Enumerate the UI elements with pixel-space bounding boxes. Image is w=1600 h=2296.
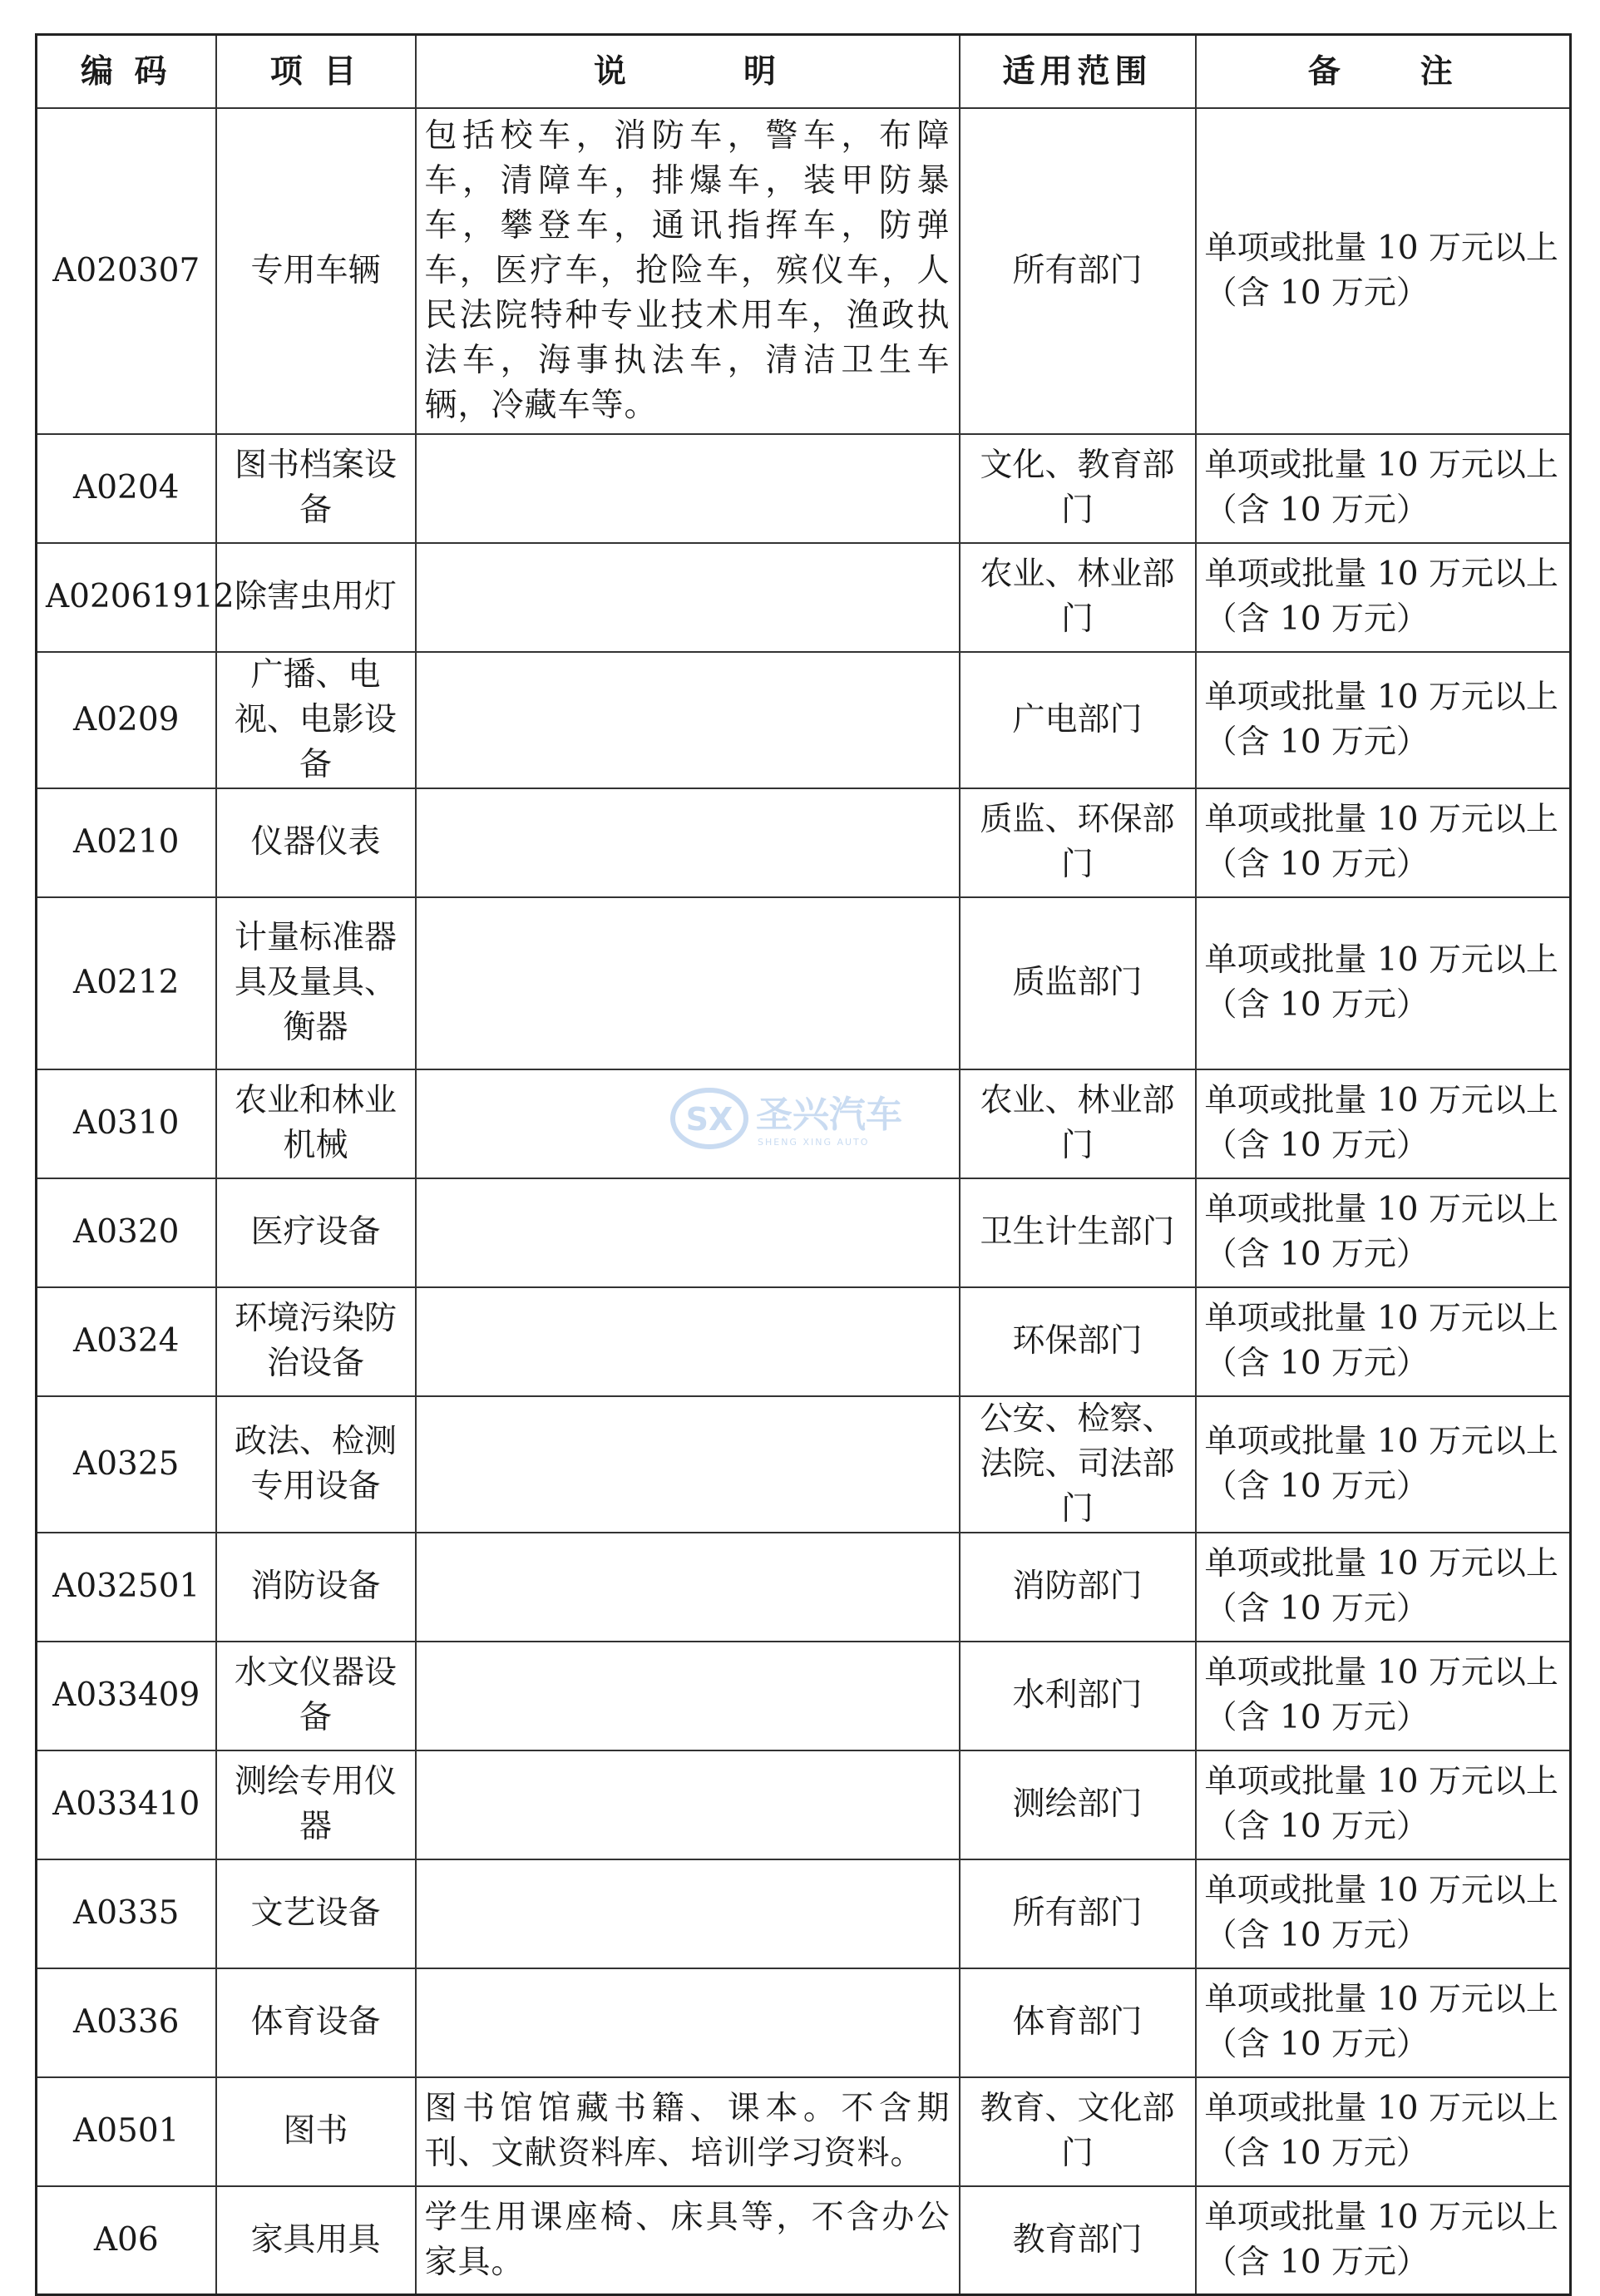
cell-scope: 农业、林业部门 <box>960 543 1196 652</box>
cell-item: 体育设备 <box>216 1968 416 2077</box>
cell-item: 水文仪器设备 <box>216 1642 416 1750</box>
table-row <box>37 1287 1571 1396</box>
cell-note: 单项或批量 10 万元以上（含 10 万元） <box>1196 1642 1571 1750</box>
table-row <box>37 543 1571 652</box>
cell-scope: 农业、林业部门 <box>960 1069 1196 1178</box>
cell-desc <box>416 543 960 652</box>
cell-desc: 图书馆馆藏书籍、课本。不含期刊、文献资料库、培训学习资料。 <box>416 2077 960 2186</box>
cell-item: 消防设备 <box>216 1533 416 1642</box>
watermark-subtitle: SHENG XING AUTO <box>758 1137 870 1148</box>
cell-item: 测绘专用仪器 <box>216 1750 416 1859</box>
cell-code: A033410 <box>37 1750 216 1859</box>
cell-code: A0320 <box>37 1178 216 1287</box>
cell-note: 单项或批量 10 万元以上（含 10 万元） <box>1196 108 1571 434</box>
cell-note: 单项或批量 10 万元以上（含 10 万元） <box>1196 1396 1571 1533</box>
cell-desc: 包括校车，消防车，警车，布障车，清障车，排爆车，装甲防暴车，攀登车，通讯指挥车，防弹车，医疗车，抢险车，殡仪车，人民法院特种专业技术用车，渔政执法车，海事执法车，清洁卫生车辆，冷藏车等。 <box>416 108 960 434</box>
table-row <box>37 652 1571 788</box>
cell-code: A0335 <box>37 1859 216 1968</box>
cell-desc <box>416 1396 960 1533</box>
cell-note: 单项或批量 10 万元以上（含 10 万元） <box>1196 434 1571 543</box>
cell-desc <box>416 1859 960 1968</box>
cell-code: A02061912 <box>37 543 216 652</box>
cell-code: A0212 <box>37 897 216 1069</box>
watermark-logo-text: SX <box>685 1101 733 1138</box>
table-row <box>37 788 1571 897</box>
cell-note: 单项或批量 10 万元以上（含 10 万元） <box>1196 1968 1571 2077</box>
cell-note: 单项或批量 10 万元以上（含 10 万元） <box>1196 1069 1571 1178</box>
cell-code: A06 <box>37 2186 216 2295</box>
cell-code: A032501 <box>37 1533 216 1642</box>
cell-note: 单项或批量 10 万元以上（含 10 万元） <box>1196 1750 1571 1859</box>
cell-item: 环境污染防治设备 <box>216 1287 416 1396</box>
cell-desc <box>416 1069 960 1178</box>
table-row <box>37 1859 1571 1968</box>
cell-scope: 广电部门 <box>960 652 1196 788</box>
cell-desc <box>416 1968 960 2077</box>
cell-code: A0501 <box>37 2077 216 2186</box>
cell-code: A033409 <box>37 1642 216 1750</box>
cell-scope: 所有部门 <box>960 1859 1196 1968</box>
header-row <box>37 35 1571 108</box>
cell-scope: 教育、文化部门 <box>960 2077 1196 2186</box>
cell-desc <box>416 434 960 543</box>
cell-item: 仪器仪表 <box>216 788 416 897</box>
cell-desc <box>416 897 960 1069</box>
cell-code: A0209 <box>37 652 216 788</box>
table-row <box>37 108 1571 434</box>
cell-scope: 环保部门 <box>960 1287 1196 1396</box>
header-note: 备 注 <box>1196 35 1571 108</box>
cell-note: 单项或批量 10 万元以上（含 10 万元） <box>1196 897 1571 1069</box>
header-item: 项 目 <box>216 35 416 108</box>
cell-note: 单项或批量 10 万元以上（含 10 万元） <box>1196 1287 1571 1396</box>
table-row <box>37 1968 1571 2077</box>
table-row <box>37 434 1571 543</box>
cell-note: 单项或批量 10 万元以上（含 10 万元） <box>1196 2186 1571 2295</box>
cell-desc <box>416 1287 960 1396</box>
cell-scope: 公安、检察、法院、司法部门 <box>960 1396 1196 1533</box>
cell-desc: 学生用课座椅、床具等，不含办公家具。 <box>416 2186 960 2295</box>
cell-desc <box>416 1533 960 1642</box>
table-row <box>37 1533 1571 1642</box>
cell-item: 政法、检测专用设备 <box>216 1396 416 1533</box>
cell-item: 医疗设备 <box>216 1178 416 1287</box>
cell-scope: 测绘部门 <box>960 1750 1196 1859</box>
cell-note: 单项或批量 10 万元以上（含 10 万元） <box>1196 2077 1571 2186</box>
cell-item: 计量标准器具及量具、衡器 <box>216 897 416 1069</box>
cell-item: 图书 <box>216 2077 416 2186</box>
header-code: 编 码 <box>37 35 216 108</box>
cell-note: 单项或批量 10 万元以上（含 10 万元） <box>1196 652 1571 788</box>
table-row <box>37 1750 1571 1859</box>
cell-scope: 教育部门 <box>960 2186 1196 2295</box>
cell-scope: 质监、环保部门 <box>960 788 1196 897</box>
cell-scope: 水利部门 <box>960 1642 1196 1750</box>
cell-scope: 体育部门 <box>960 1968 1196 2077</box>
table-row <box>37 2186 1571 2295</box>
cell-item: 除害虫用灯 <box>216 543 416 652</box>
cell-note: 单项或批量 10 万元以上（含 10 万元） <box>1196 1533 1571 1642</box>
cell-scope: 质监部门 <box>960 897 1196 1069</box>
cell-code: A0310 <box>37 1069 216 1178</box>
cell-item: 农业和林业机械 <box>216 1069 416 1178</box>
table-row <box>37 1069 1571 1178</box>
cell-code: A0324 <box>37 1287 216 1396</box>
cell-code: A0325 <box>37 1396 216 1533</box>
watermark-name: 圣兴汽车 <box>756 1094 902 1136</box>
cell-scope: 卫生计生部门 <box>960 1178 1196 1287</box>
cell-desc <box>416 652 960 788</box>
table-row <box>37 897 1571 1069</box>
cell-scope: 文化、教育部门 <box>960 434 1196 543</box>
cell-note: 单项或批量 10 万元以上（含 10 万元） <box>1196 543 1571 652</box>
table-row <box>37 1642 1571 1750</box>
header-scope: 适用范围 <box>960 35 1196 108</box>
cell-scope: 所有部门 <box>960 108 1196 434</box>
cell-desc <box>416 1178 960 1287</box>
cell-desc <box>416 1750 960 1859</box>
cell-code: A020307 <box>37 108 216 434</box>
table-row <box>37 2077 1571 2186</box>
header-desc: 说 明 <box>416 35 960 108</box>
cell-desc <box>416 1642 960 1750</box>
cell-item: 专用车辆 <box>216 108 416 434</box>
cell-item: 文艺设备 <box>216 1859 416 1968</box>
cell-item: 广播、电视、电影设备 <box>216 652 416 788</box>
cell-code: A0336 <box>37 1968 216 2077</box>
cell-note: 单项或批量 10 万元以上（含 10 万元） <box>1196 788 1571 897</box>
cell-desc <box>416 788 960 897</box>
cell-item: 家具用具 <box>216 2186 416 2295</box>
cell-item: 图书档案设备 <box>216 434 416 543</box>
table-row <box>37 1178 1571 1287</box>
cell-scope: 消防部门 <box>960 1533 1196 1642</box>
table-row <box>37 1396 1571 1533</box>
cell-code: A0210 <box>37 788 216 897</box>
cell-code: A0204 <box>37 434 216 543</box>
cell-note: 单项或批量 10 万元以上（含 10 万元） <box>1196 1859 1571 1968</box>
procurement-catalog-table <box>35 33 1572 2296</box>
cell-note: 单项或批量 10 万元以上（含 10 万元） <box>1196 1178 1571 1287</box>
